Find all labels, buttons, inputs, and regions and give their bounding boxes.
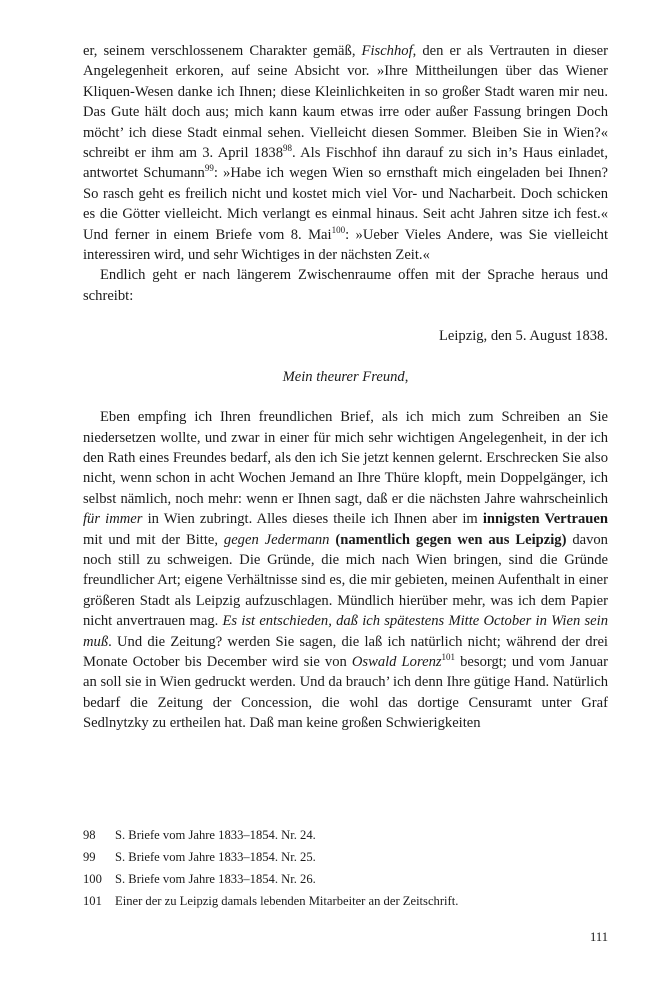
paragraph-2: Endlich geht er nach längerem Zwischenraume offen mit der Sprache heraus und schreibt:: [83, 267, 608, 304]
name-fischhof: Fischhof: [361, 43, 413, 59]
footnote-ref-99: 99: [204, 163, 214, 174]
letter-salutation: Mein theurer Freund,: [282, 368, 409, 385]
footnote-100: 100 S. Briefe vom Jahre 1833–1854. Nr. 26.: [83, 872, 316, 886]
footnote-98: 98 S. Briefe vom Jahre 1833–1854. Nr. 24.: [83, 828, 316, 842]
letter-dateline: Leipzig, den 5. August 1838.: [438, 328, 608, 345]
paragraph-3: Eben empfing ich Ihren freundlichen Brief, als ich mich zum Schreiben an Sie niedersetzen wollte, und zwar in einer für mich sehr wichtigen Angelegenheit, in der ich den Rath eines Freundes bedarf, als den ich Sie jetzt kennen gelernt. Erschrecken Sie also nicht, wenn schon in acht Wochen Jemand an Ihre Thüre klopft, mein Doppelgänger, ich selbst nämlich, noch mehr: wenn er Ihnen sagt, daß er die nächsten Jahre wahrscheinlich für immer in Wien zubringt. Alles dieses theile ich Ihnen aber im innigsten Vertrauen mit und mit der Bitte, gegen Jedermann (namentlich gegen wen aus Leipzig) davon noch still zu schweigen. Die Gründe, die mich nach Wien bringen, sind die Gründe freundlicher Art; eigene Verhältnisse sind es, die mir gebieten, meinen Aufenthalt in einer größeren Stadt als Leipzig aufzuschlagen. Mündlich hierüber mehr, was ich dem Papier nicht anvertrauen mag. Es ist entschieden, daß ich spätestens Mitte October in Wien sein muß. Und die Zeitung? werden Sie sagen, die laß ich natürlich nicht; während der drei Monate October bis December wird sie von Oswald Lorenz$^{101}$ besorgt; und vom Januar an soll sie in Wien gedruckt werden. Und da brauch’ ich denn Ihre gütige Hand. Natürlich bedarf die Zeitung der Concession, die wohl das dortige Censuramt unter Graf Sedlnytzky zu ertheilen hat. Daß man keine großen Schwierigkeiten: [83, 409, 608, 732]
footnote-ref-101: 101: [441, 652, 456, 663]
main-text: [83, 41, 608, 734]
paragraph-1: er, seinem verschlossenem Charakter gemäß, Fischhof, den er als Vertrauten in dieser Angelegenheit erkoren, auf seine Absicht vor. »Ihre Mittheilungen über das Wiener Kliquen-Wesen danke ich Ihnen; diese Kleinlichkeiten in so großer Stadt waren mir neu. Das Gute hält doch aus; mich kann kaum etwas irre oder außer Fassung bringen Doch möcht’ ich diese Stadt einmal sehen. Vielleicht diesen Sommer. Bleiben Sie in Wien?« schreibt er ihm am 3. April 1838$^{98}$. Als Fischhof ihn darauf zu sich in’s Haus einladet, antwortet Schumann$^{99}$: »Habe ich wegen Wien so ernsthaft mich eingeladen bei Ihnen? So rasch geht es freilich nicht und kostet mich viel Vor- und Nacharbeit. Doch schicken es die Götter vielleicht. Mich verlangt es einmal hinaus. Seit acht Jahren sitze ich fest.« Und ferner in einem Briefe vom 8. Mai$^{100}$: »Ueber Vieles Andere, was Sie vielleicht interessiren wird, und sehr Wichtiges in der nächsten Zeit.«: [83, 43, 609, 264]
footnote-ref-98: 98: [283, 143, 292, 154]
footnote-99: 99 S. Briefe vom Jahre 1833–1854. Nr. 25.: [83, 850, 316, 864]
page-number: 111: [590, 930, 608, 944]
name-oswald-lorenz: Oswald Lorenz: [351, 653, 442, 670]
footnotes: [83, 824, 608, 912]
footnote-101: 101 Einer der zu Leipzig damals lebenden Mitarbeiter an der Zeitschrift.: [83, 894, 459, 908]
footnote-ref-100: 100: [331, 224, 346, 235]
